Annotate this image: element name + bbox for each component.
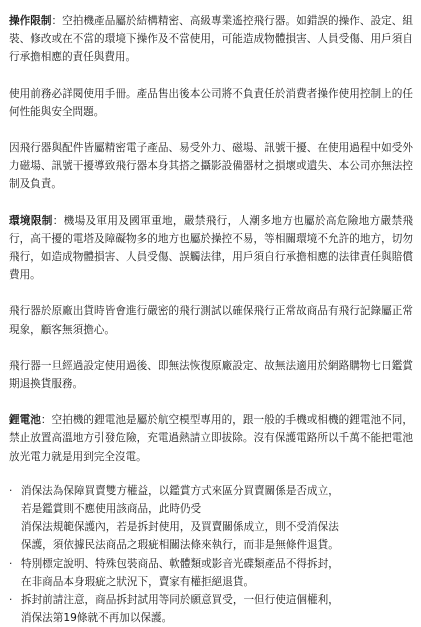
paragraph-no-return xyxy=(9,357,413,393)
paragraph-text: 使用前務必詳閱使用手冊。產品售出後本公司將不負責任於消費者操作使用控制上的任何性能與安全問題。 xyxy=(9,87,413,118)
paragraph-operation-limit xyxy=(9,12,413,67)
paragraph-environment-limit xyxy=(9,212,413,285)
paragraph-text: ：空拍機的鋰電池是屬於航空模型專用的，跟一般的手機或相機的鋰電池不同，禁止放置高溫地方引發危險，充電過熱請立即拔除。沒有保護電路所以千萬不能把電池放光電力就是用到完全沒電。 xyxy=(9,414,414,463)
list-item-line: 保護，須依據民法商品之瑕疵相關法條來執行，而非是無條件退貨。 xyxy=(21,539,339,552)
bullet-dot: · xyxy=(9,557,13,570)
bullet-dot: · xyxy=(9,594,13,607)
paragraph-interference-notice xyxy=(9,139,413,194)
heading-operation-limit: 操作限制 xyxy=(9,15,52,27)
heading-battery: 鋰電池 xyxy=(9,414,41,427)
bullet-dot: · xyxy=(9,484,13,497)
list-item xyxy=(9,591,413,627)
list-item-line: 消保法第19條就不再加以保護。 xyxy=(21,612,173,625)
list-item xyxy=(9,482,413,555)
paragraph-battery xyxy=(9,411,413,466)
bullet-list xyxy=(9,482,413,627)
list-item xyxy=(9,555,413,591)
paragraph-text: 因飛行器與配件皆屬精密電子產品、易受外力、磁場、訊號干擾、在使用過程中如受外力磁場、訊號干擾導致飛行器本身其搭之攝影設備器材之損壞或遺失、本公司亦無法控制及負責。 xyxy=(9,142,413,191)
paragraph-text: ：機場及軍用及國軍重地，嚴禁飛行，人潮多地方也屬於高危險地方嚴禁飛行，高干擾的電塔及障礙物多的地方也屬於操控不易，等相關環境不允許的地方，切勿飛行，如造成物體損害、人員受傷、誤觸法律，用戶須自行承擔相應的法律責任與賠償費用。 xyxy=(9,214,414,282)
list-item-line: 特別標定說明、特殊包裝商品、軟體類或影音光碟類產品不得拆封， xyxy=(21,557,339,570)
list-item-line: 若是鑑賞則不應使用該商品，此時仍受 xyxy=(21,503,202,516)
list-item-line: 拆封前請注意，商品拆封試用等同於願意買受，一但行使這個權利， xyxy=(21,594,339,607)
list-item-line: 消保法規範保護內，若是拆封使用，及買賣關係成立，則不受消保法 xyxy=(21,521,339,534)
paragraph-manual-notice xyxy=(9,85,413,121)
paragraph-text: 飛行器於原廠出貨時皆會進行嚴密的飛行測試以確保飛行正常故商品有飛行記錄屬正常現象，顧客無須擔心。 xyxy=(9,305,413,336)
paragraph-text: 飛行器一旦經過設定使用過後、即無法恢復原廠設定、故無法適用於網路購物七日鑑賞期退換貨服務。 xyxy=(9,359,413,391)
paragraph-text: ：空拍機產品屬於結構精密、高級專業遙控飛行器。如錯誤的操作、設定、組裝、修改或在不當的環境下操作及不當使用，可能造成物體損害、人員受傷、用戶須自行承擔相應的責任與費用。 xyxy=(9,15,413,64)
heading-environment-limit: 環境限制 xyxy=(9,214,53,227)
list-item-line: 消保法為保障買賣雙方權益，以鑑賞方式來區分買賣關係是否成立， xyxy=(21,484,339,497)
paragraph-flight-test xyxy=(9,302,413,338)
list-item-line: 在非商品本身瑕疵之狀況下，賣家有權拒絕退貨。 xyxy=(21,575,255,588)
